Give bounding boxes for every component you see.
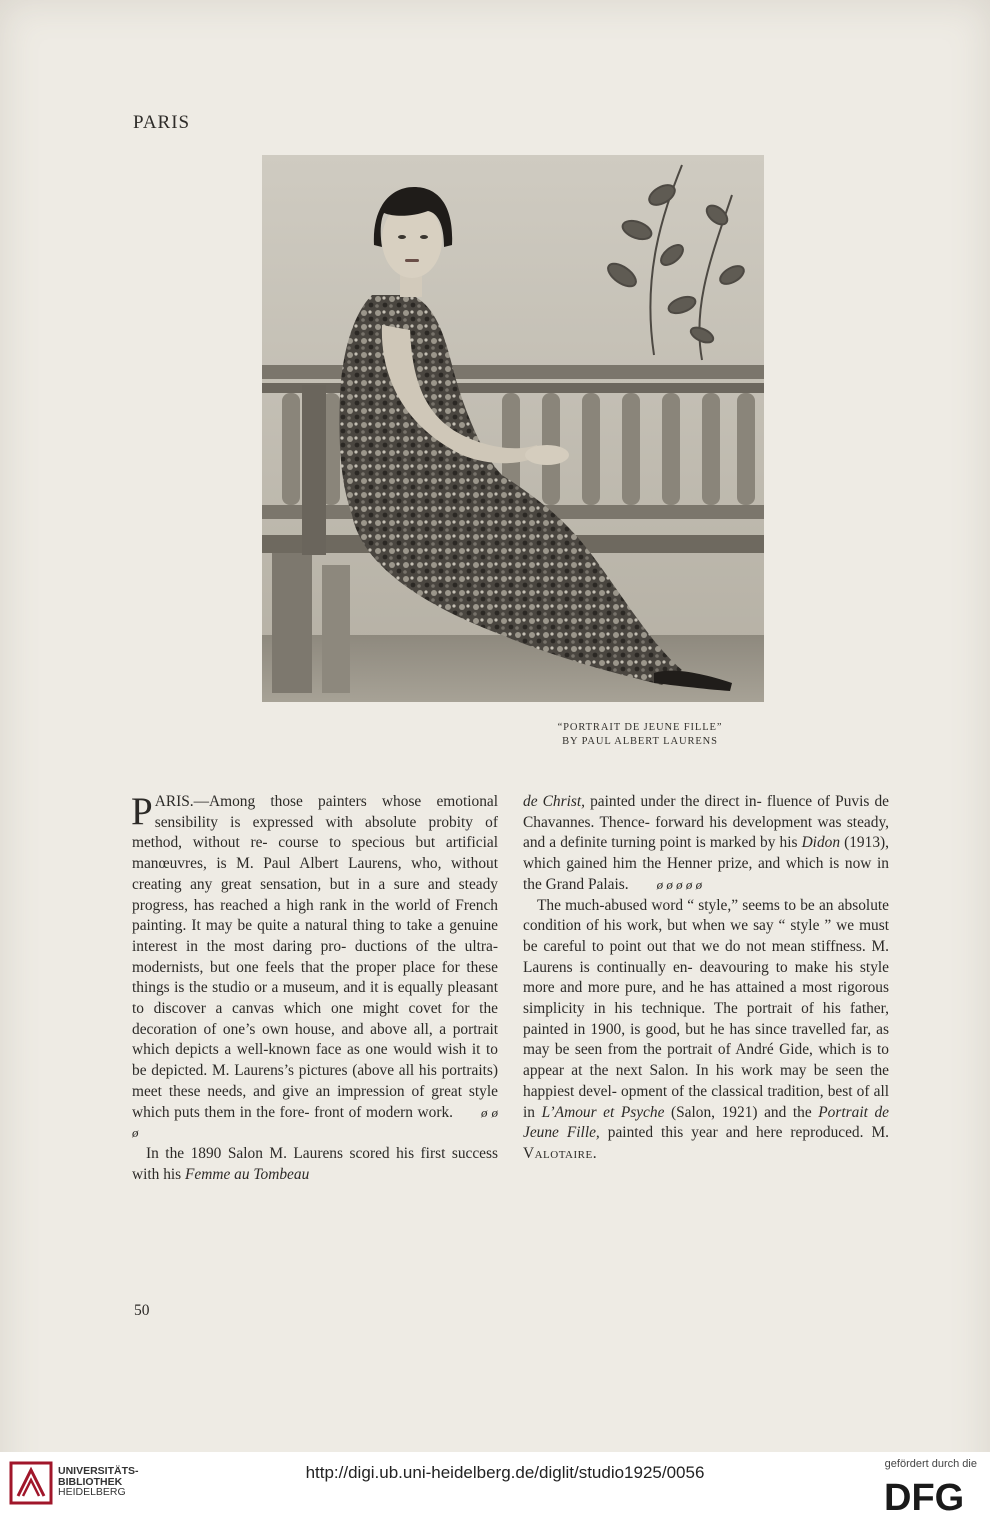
- title-de-christ: de Christ,: [523, 793, 585, 810]
- title-femme-au-tombeau: Femme au Tombeau: [185, 1165, 310, 1183]
- funding-note: gefördert durch die: [884, 1458, 977, 1470]
- running-head: PARIS: [133, 112, 191, 133]
- title-portrait-de-jeune-fille: Portrait de Jeune Fille,: [523, 1103, 889, 1142]
- page-number: 50: [134, 1302, 150, 1319]
- left-paragraph-1-text: ARIS.—Among those painters whose emotional sensibility is expressed with absolute probity of method, without re- course to specious but artificial manœuvres, is M. Paul Albert Laurens, who, without creating any great sensation, but in a sure and steady progress, has reached a high rank in the world of French painting. It may be quite a natural thing to take a genuine interest in the most daring pro- ductions of the ultra-modernists, but one feels that the proper place for these things is the studio or a museum, and it is equally pleasant to discover a canvas which one might covet for the decoration of one’s own house, and above all, a portrait which depicts a well-known face as one would wish it to be depicted. M. Laurens’s pictures (above all his portraits) meet these needs, and give an impression of great style which puts them in the fore- front of modern work.: [132, 793, 498, 1121]
- right-paragraph-1: [523, 792, 889, 896]
- portrait-photograph: [262, 155, 764, 702]
- dfg-logo-text: DFG: [884, 1478, 965, 1514]
- ornament-leaves: ø ø ø ø ø: [656, 876, 703, 892]
- right-paragraph-2-text-b: (Salon, 1921) and the: [664, 1103, 819, 1121]
- permalink-url[interactable]: http://digi.ub.uni-heidelberg.de/diglit/studio1925/0056: [305, 1463, 705, 1482]
- title-didon: Didon: [801, 834, 841, 852]
- right-paragraph-2-text-a: The much-abused word “ style,” seems to be an absolute condition of his work, but when we say “ style ” we must be careful to point out that we do not mean stiffness. M. Laurens is continually en- deavouring to make his style more and more pure, and he has attained a most rigorous simplicity in his technique. The portrait of his father, painted in 1900, is good, but he has since travelled far, as may be seen from the portrait of André Gide, which is to appear at the next Salon. In his work may be seen the happiest devel- opment of the classical tradition, best of all in: [523, 896, 889, 1121]
- author-signature: Valotaire.: [523, 1144, 598, 1162]
- ornament-leaves: ø ø ø: [132, 1104, 498, 1141]
- left-column: [132, 792, 498, 1185]
- title-amour-et-psyche: L’Amour et Psyche: [541, 1103, 665, 1121]
- left-paragraph-2-text: In the 1890 Salon M. Laurens scored his first success with his: [132, 1144, 498, 1183]
- right-paragraph-2-text-c: painted this year and here reproduced. M.: [599, 1124, 889, 1142]
- library-line-2: BIBLIOTHEK: [58, 1475, 123, 1488]
- drop-cap: P: [131, 790, 153, 833]
- plate-caption: [490, 721, 790, 749]
- university-library-name: [58, 1466, 139, 1498]
- university-library-logo-icon: [8, 1460, 54, 1506]
- left-paragraph-1: [132, 792, 498, 1144]
- right-paragraph-1-text-a: painted under the direct in- fluence of Puvis de Chavannes. Thence- forward his development was steady, and a definite turning point is marked by his: [523, 793, 889, 852]
- dfg-logo-icon: [884, 1478, 978, 1514]
- caption-title: “PORTRAIT DE JEUNE FILLE”: [557, 722, 723, 733]
- right-paragraph-2: [523, 896, 889, 1165]
- right-paragraph-1-text-b: (1913), which gained him the Henner prize, and which is now in the Grand Palais.: [523, 834, 889, 893]
- library-line-3: HEIDELBERG: [58, 1486, 126, 1498]
- left-paragraph-2: [132, 1144, 498, 1185]
- caption-artist: BY PAUL ALBERT LAURENS: [562, 736, 718, 747]
- right-column: [523, 792, 889, 1165]
- library-line-1: UNIVERSITÄTS-: [58, 1465, 139, 1477]
